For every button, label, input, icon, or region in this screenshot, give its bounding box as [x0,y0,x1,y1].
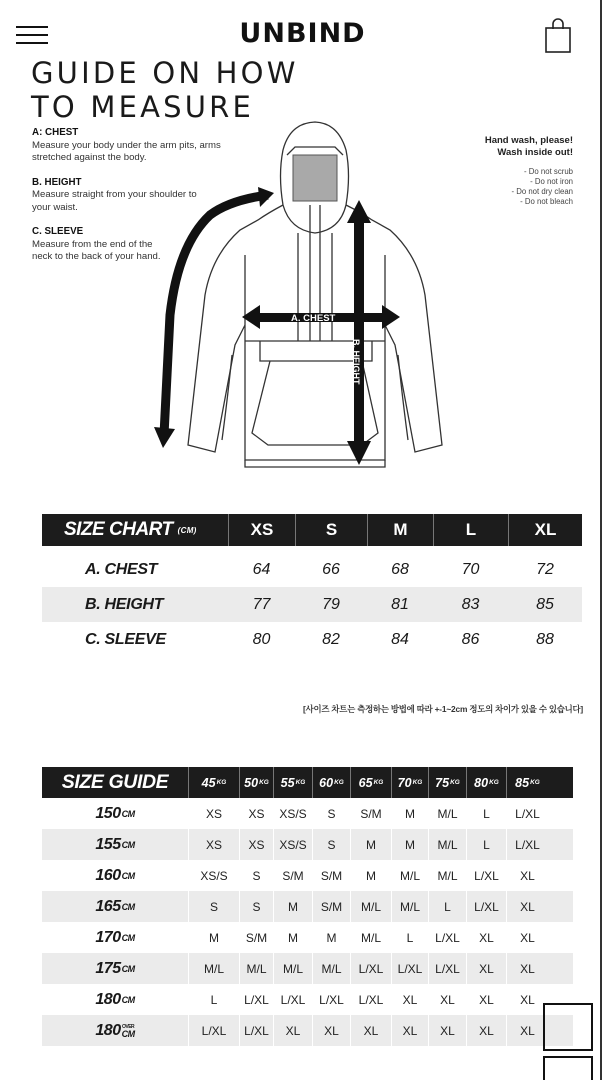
table-cell: XL [428,984,466,1015]
instruction-text: Measure your body under the arm pits, arms stretched against the body. [32,139,221,163]
size-chart-row-sleeve [42,622,582,657]
care-item: - Do not dry clean [511,187,573,196]
table-cell: XL [506,860,548,891]
jacket-measurement-diagram [150,115,470,475]
instruction-text: Measure from the end of the neck to the back of your hand. [32,238,161,262]
weight-header [188,767,239,798]
table-cell: M/L [239,953,273,984]
height-value: 180 [95,990,121,1008]
weight-unit: KG [412,779,423,786]
table-cell: XS/S [273,798,312,829]
size-guide-header [42,767,573,798]
height-value: 150 [95,804,121,822]
table-cell: L/XL [428,922,466,953]
weight-value: 70 [397,775,412,790]
table-cell: L [466,798,506,829]
table-cell: XL [466,953,506,984]
height-label: B. HEIGHT [351,339,361,385]
floating-action-button-secondary[interactable] [543,1056,593,1080]
table-cell: XL [273,1015,312,1046]
table-cell: 80 [252,630,271,648]
table-cell: 88 [536,630,554,648]
height-label [42,922,188,953]
header [0,0,605,56]
size-guide-row [42,922,573,953]
table-cell: M [312,922,350,953]
table-cell: L/XL [350,984,391,1015]
table-cell: L/XL [312,984,350,1015]
table-cell: M/L [350,891,391,922]
weight-value: 65 [358,775,373,790]
size-chart-row-height [42,587,582,622]
table-cell: 77 [252,595,271,613]
size-guide-row [42,829,573,860]
weight-unit: KG [530,779,540,786]
table-cell: L [466,829,506,860]
sleeve-label: C. SLEEVE [182,279,207,328]
weight-header [312,767,350,798]
size-chart-header [42,514,582,546]
height-value: 155 [95,835,121,853]
table-cell: S [188,891,239,922]
size-chart-disclaimer: [사이즈 차트는 측정하는 방법에 따라 +-1~2cm 정도의 차이가 있을 수 있습니다] [303,704,583,714]
height-label [42,953,188,984]
table-cell: XS [239,798,273,829]
scrollbar-track[interactable] [600,0,602,1080]
table-cell: 70 [461,560,480,578]
instruction-title: C. SLEEVE [32,226,84,237]
weight-unit: KG [259,779,269,786]
height-unit: CM [121,839,135,850]
table-cell: S [239,860,273,891]
height-value: 160 [95,866,121,884]
table-cell: XL [391,984,428,1015]
size-guide-body [42,798,573,1046]
weight-value: 50 [244,775,259,790]
table-cell: 85 [536,595,554,613]
height-label [42,860,188,891]
table-cell: M [188,922,239,953]
table-cell: M [350,860,391,891]
table-cell: M/L [350,922,391,953]
floating-action-button[interactable] [543,1003,593,1051]
table-cell: L/XL [391,953,428,984]
table-cell: XS [188,829,239,860]
weight-value: 85 [515,775,530,790]
weight-value: 60 [319,775,334,790]
title-line-1: GUIDE ON HOW [31,56,299,90]
table-cell: L/XL [188,1015,239,1046]
weight-value: 75 [435,775,450,790]
weight-unit: KG [295,779,306,786]
table-cell: M [391,829,428,860]
chest-label: A. CHEST [291,313,336,324]
row-label: B. HEIGHT [85,595,164,613]
weight-header [350,767,391,798]
row-label: C. SLEEVE [85,630,166,648]
size-guide-row [42,1015,573,1046]
weight-value: 80 [474,775,489,790]
table-cell: 86 [461,630,480,648]
size-chart-row-chest [42,552,582,587]
height-label [42,1015,188,1046]
height-arrow [354,215,364,445]
table-cell: 82 [322,630,340,648]
weight-unit: KG [489,779,499,786]
table-cell: 84 [391,630,409,648]
shopping-bag-icon[interactable] [544,17,572,53]
height-value: 175 [95,959,121,977]
size-guide-row [42,984,573,1015]
table-cell: L/XL [506,829,548,860]
height-unit: CM [121,963,135,974]
weight-header [466,767,506,798]
table-cell: M/L [273,953,312,984]
weight-unit: KG [450,779,460,786]
size-header-m: M [367,514,433,546]
table-cell: L [188,984,239,1015]
size-guide-title: SIZE GUIDE [61,771,169,793]
instruction-title: B. HEIGHT [32,176,82,188]
weight-unit: KG [334,779,344,786]
size-chart-title-text: SIZE CHART [64,519,173,540]
table-cell: S/M [312,860,350,891]
brand-logo[interactable]: UNBIND [239,18,366,49]
table-cell: S/M [273,860,312,891]
height-label [42,829,188,860]
height-label [42,984,188,1015]
size-guide-row [42,798,573,829]
table-cell: 66 [322,560,340,578]
table-cell: 83 [461,595,480,613]
table-cell: XS [239,829,273,860]
table-cell: XL [466,1015,506,1046]
weight-unit: KG [216,779,227,786]
table-cell: L/XL [506,798,548,829]
table-cell: XL [466,984,506,1015]
size-header-s: S [295,514,367,546]
table-cell: L/XL [466,860,506,891]
table-cell: M/L [428,829,466,860]
table-cell: XS/S [188,860,239,891]
table-cell: L/XL [239,984,273,1015]
weight-header [391,767,428,798]
weight-header [506,767,548,798]
table-cell: L/XL [350,953,391,984]
height-value: 170 [95,928,121,946]
table-cell: L [391,922,428,953]
weight-header [239,767,273,798]
height-unit: CM [121,1028,135,1039]
table-cell: XL [506,984,548,1015]
title-line-2: TO MEASURE [31,90,255,124]
table-cell: M/L [428,798,466,829]
table-cell: M [391,798,428,829]
table-cell: XL [350,1015,391,1046]
table-cell: M [350,829,391,860]
table-cell: XL [312,1015,350,1046]
table-cell: S [312,829,350,860]
table-cell: XL [506,1015,548,1046]
height-label [42,798,188,829]
table-cell: XL [391,1015,428,1046]
size-guide-row [42,891,573,922]
height-value: 165 [95,897,121,915]
height-value: 180 [95,1021,121,1039]
table-cell: XL [506,891,548,922]
table-cell: XL [428,1015,466,1046]
table-cell: L/XL [428,953,466,984]
size-guide-row [42,953,573,984]
table-cell: L/XL [273,984,312,1015]
weight-header [273,767,312,798]
size-chart-title [42,514,228,546]
table-cell: S/M [350,798,391,829]
table-cell: L [428,891,466,922]
size-header-l: L [433,514,508,546]
table-cell: M [273,922,312,953]
height-unit: CM [121,901,135,912]
instruction-title: A: CHEST [32,127,79,138]
table-cell: 79 [322,595,340,613]
height-unit: CM [121,870,135,881]
page-title [31,56,299,124]
table-cell: S [239,891,273,922]
table-cell: XL [506,953,548,984]
table-cell: M/L [391,860,428,891]
table-cell: M/L [391,891,428,922]
table-cell: 68 [391,560,409,578]
care-title: Hand wash, please! [484,135,573,146]
height-unit-over [122,1024,135,1038]
weight-value: 45 [201,775,216,790]
size-guide-row [42,860,573,891]
size-header-xs: XS [228,514,295,546]
care-item: - Do not iron [530,177,573,186]
table-cell: M/L [188,953,239,984]
table-cell: XS/S [273,829,312,860]
table-cell: L/XL [239,1015,273,1046]
table-cell: M/L [428,860,466,891]
table-cell: M/L [312,953,350,984]
table-cell: 64 [252,560,271,578]
table-cell: S/M [312,891,350,922]
size-header-xl: XL [508,514,582,546]
size-guide-table [42,767,573,1046]
height-unit: CM [121,808,135,819]
size-chart-unit: (CM) [177,525,197,535]
size-chart-table [42,514,582,657]
table-cell: S [312,798,350,829]
weight-unit: KG [373,779,384,786]
table-cell: XL [466,922,506,953]
weight-value: 55 [280,775,295,790]
hood-lining [293,155,337,201]
care-item: - Do not bleach [520,197,573,206]
height-unit: CM [121,994,135,1005]
table-cell: M [273,891,312,922]
height-label [42,891,188,922]
instruction-text: Measure straight from your shoulder to your waist. [32,189,197,213]
table-cell: 72 [536,560,554,578]
table-cell: L/XL [466,891,506,922]
table-cell: XL [506,922,548,953]
weight-header [428,767,466,798]
row-label: A. CHEST [85,560,158,578]
height-unit: CM [121,932,135,943]
table-cell: 81 [391,595,409,613]
care-subtitle: Wash inside out! [497,147,573,158]
over-label: OVER [122,1023,135,1030]
table-cell: XS [188,798,239,829]
care-item: - Do not scrub [524,167,573,176]
table-cell: S/M [239,922,273,953]
